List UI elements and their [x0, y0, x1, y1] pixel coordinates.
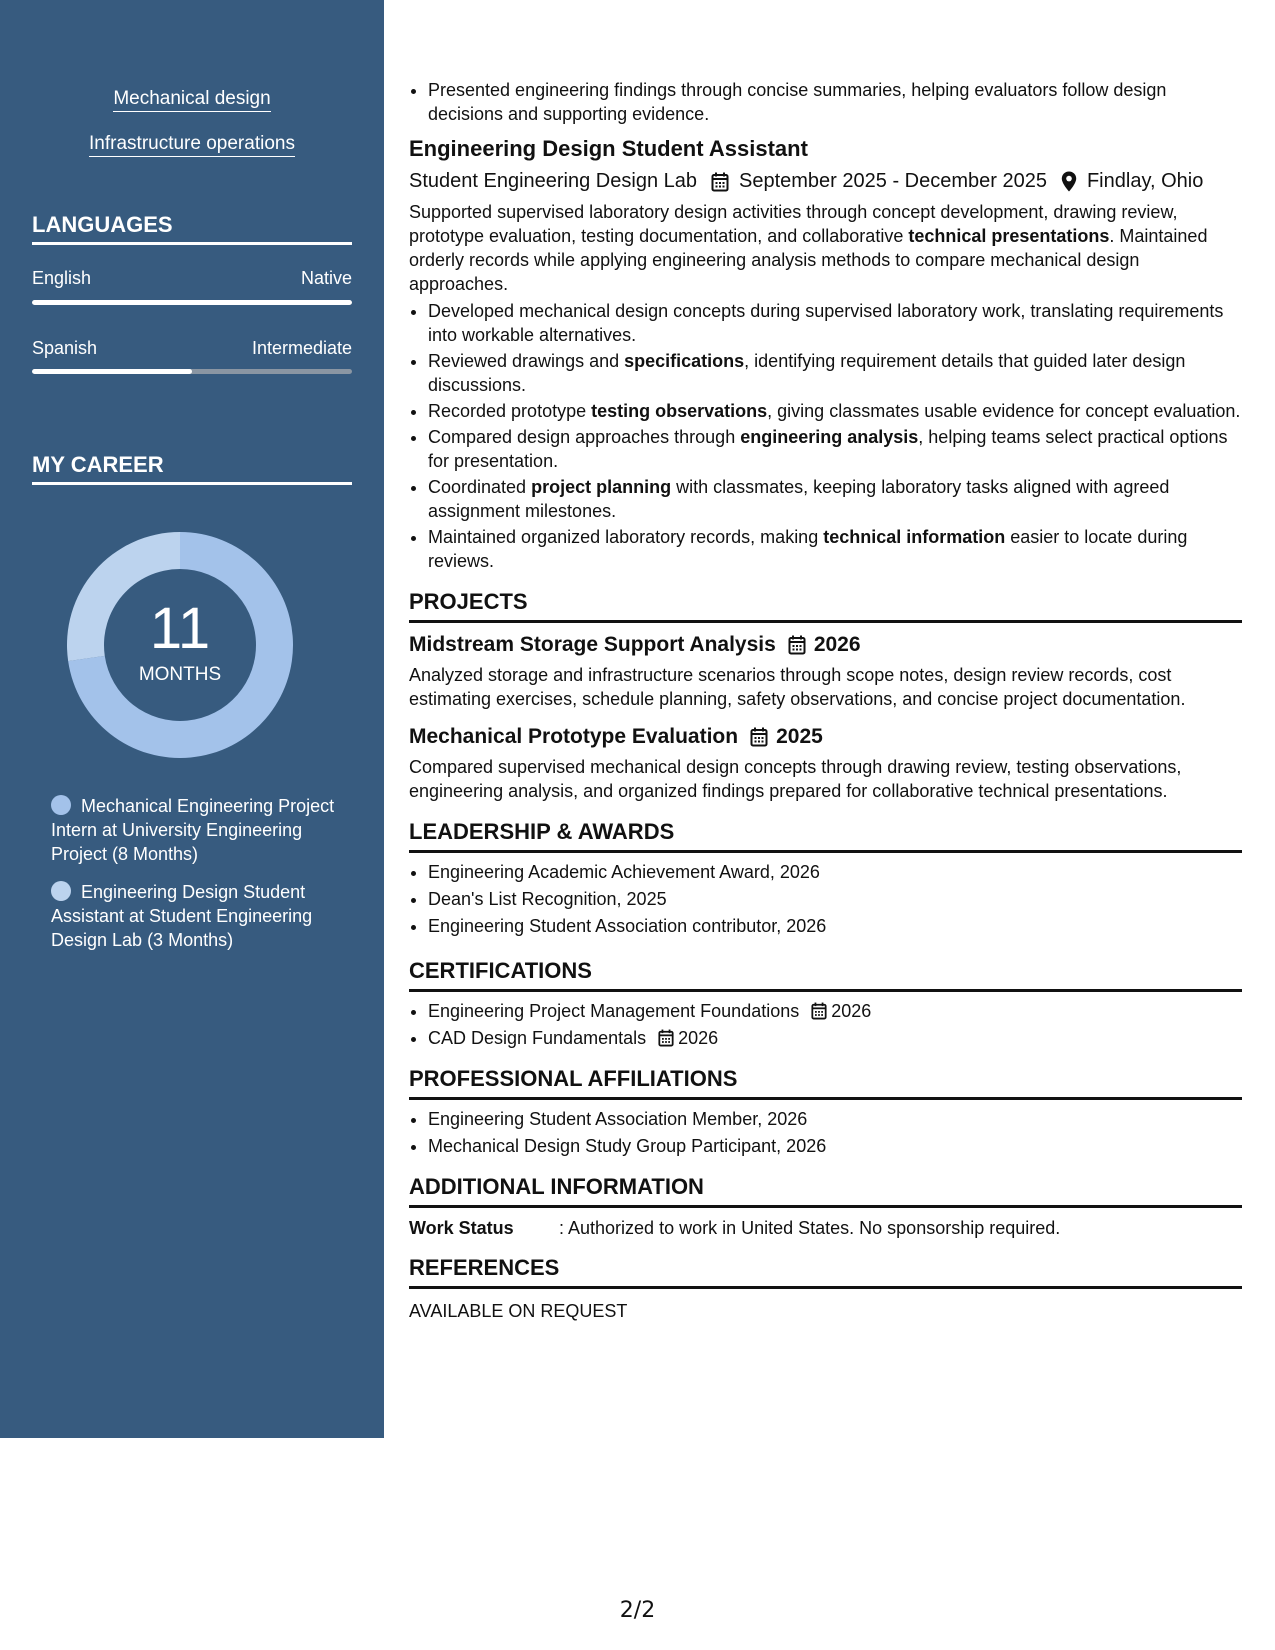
certification-year: 2026	[678, 1028, 719, 1048]
career-total-unit: MONTHS	[138, 664, 222, 685]
main-content	[409, 78, 1242, 1322]
affiliations-list	[409, 1107, 1242, 1158]
project-title: Mechanical Prototype Evaluation 2025	[409, 725, 823, 748]
affiliations-heading: PROFESSIONAL AFFILIATIONS	[409, 1066, 1242, 1100]
job-dates: September 2025 - December 2025	[739, 170, 1047, 192]
list-item: • Engineering Project Management Foundations 2026	[428, 999, 1242, 1023]
work-status-row	[409, 1218, 1242, 1239]
list-item: • Recorded prototype testing observations, giving classmates usable evidence for concept evaluation.	[428, 399, 1242, 423]
certification-year: 2026	[831, 1001, 872, 1021]
list-item: • Dean's List Recognition, 2025	[428, 887, 1242, 911]
language-level: Intermediate	[251, 338, 352, 358]
page-number: 2/2	[619, 1598, 656, 1623]
job-description: Supported supervised laboratory design activities through concept development, drawing review, prototype evaluation, testing documentation, and collaborative technical presentations. Maintained orderly records while applying engineering analysis methods to compare mechanical design approaches.	[409, 202, 1208, 294]
list-item: • Presented engineering findings through concise summaries, helping evaluators follow design decisions and supporting evidence.	[428, 78, 1242, 126]
work-status-label: Work Status	[409, 1218, 514, 1238]
certifications-heading: CERTIFICATIONS	[409, 958, 1242, 992]
project-description: Analyzed storage and infrastructure scenarios through scope notes, design review records, cost estimating exercises, schedule planning, safety observations, and concise project documentation.	[409, 665, 1186, 709]
list-item: • Engineering Student Association contributor, 2026	[428, 914, 1242, 938]
calendar-icon	[811, 1002, 827, 1020]
list-item: • Maintained organized laboratory records, making technical information easier to locate during reviews.	[428, 525, 1242, 573]
calendar-icon	[750, 727, 768, 747]
language-name: English	[32, 268, 92, 288]
calendar-icon	[788, 635, 806, 655]
language-level: Native	[300, 268, 352, 288]
leadership-heading: LEADERSHIP & AWARDS	[409, 819, 1242, 853]
career-total-months: 11	[149, 596, 211, 661]
skill-link[interactable]: Infrastructure operations	[0, 133, 384, 155]
references-heading: REFERENCES	[409, 1255, 1242, 1289]
career-donut-center	[67, 532, 293, 758]
skill-link[interactable]: Mechanical design	[0, 88, 384, 110]
list-item: • Engineering Academic Achievement Award, 2026	[428, 860, 1242, 884]
job-bullets	[409, 299, 1242, 573]
list-item: • Reviewed drawings and specifications, identifying requirement details that guided later design discussions.	[428, 349, 1242, 397]
certifications-list	[409, 999, 1242, 1050]
project-year: 2025	[776, 725, 823, 748]
list-item: • Coordinated project planning with classmates, keeping laboratory tasks aligned with agreed assignment milestones.	[428, 475, 1242, 523]
job-meta	[409, 170, 1242, 193]
experience-continued-bullets	[409, 78, 1242, 126]
additional-info-heading: ADDITIONAL INFORMATION	[409, 1174, 1242, 1208]
calendar-icon	[658, 1029, 674, 1047]
language-proficiency-fill	[32, 300, 352, 305]
job-title: Engineering Design Student Assistant	[409, 136, 808, 161]
language-row	[32, 268, 352, 289]
career-legend-dot	[51, 795, 71, 815]
references-text: AVAILABLE ON REQUEST	[409, 1301, 628, 1321]
list-item: • Developed mechanical design concepts during supervised laboratory work, translating requirements into workable alternatives.	[428, 299, 1242, 347]
language-row	[32, 338, 352, 359]
project-description: Compared supervised mechanical design concepts through drawing review, testing observations, engineering analysis, and organized findings prepared for collaborative technical presentations.	[409, 757, 1182, 801]
job-company: Student Engineering Design Lab	[409, 170, 697, 192]
language-proficiency-bar	[32, 369, 352, 374]
language-proficiency-bar	[32, 300, 352, 305]
job-location: Findlay, Ohio	[1086, 170, 1204, 192]
language-proficiency-fill	[32, 369, 192, 374]
language-name: Spanish	[32, 338, 98, 358]
career-item: Engineering Design Student Assistant at Student Engineering Design Lab (3 Months)	[51, 882, 313, 950]
sidebar	[0, 0, 384, 1438]
list-item: • Compared design approaches through engineering analysis, helping teams select practical options for presentation.	[428, 425, 1242, 473]
projects-heading: PROJECTS	[409, 589, 1242, 623]
list-item: • Mechanical Design Study Group Participant, 2026	[428, 1134, 1242, 1158]
map-pin-icon	[1061, 171, 1077, 192]
languages-heading: LANGUAGES	[32, 212, 352, 245]
career-item: Mechanical Engineering Project Intern at University Engineering Project (8 Months)	[51, 796, 335, 864]
calendar-icon	[711, 172, 729, 192]
career-legend-dot	[51, 881, 71, 901]
project-title: Midstream Storage Support Analysis 2026	[409, 633, 861, 656]
project-year: 2026	[813, 633, 861, 656]
list-item: • CAD Design Fundamentals 2026	[428, 1026, 1242, 1050]
list-item: • Engineering Student Association Member, 2026	[428, 1107, 1242, 1131]
work-status-value: : Authorized to work in United States. No sponsorship required.	[559, 1218, 1061, 1238]
leadership-list	[409, 860, 1242, 938]
career-heading: MY CAREER	[32, 452, 352, 485]
